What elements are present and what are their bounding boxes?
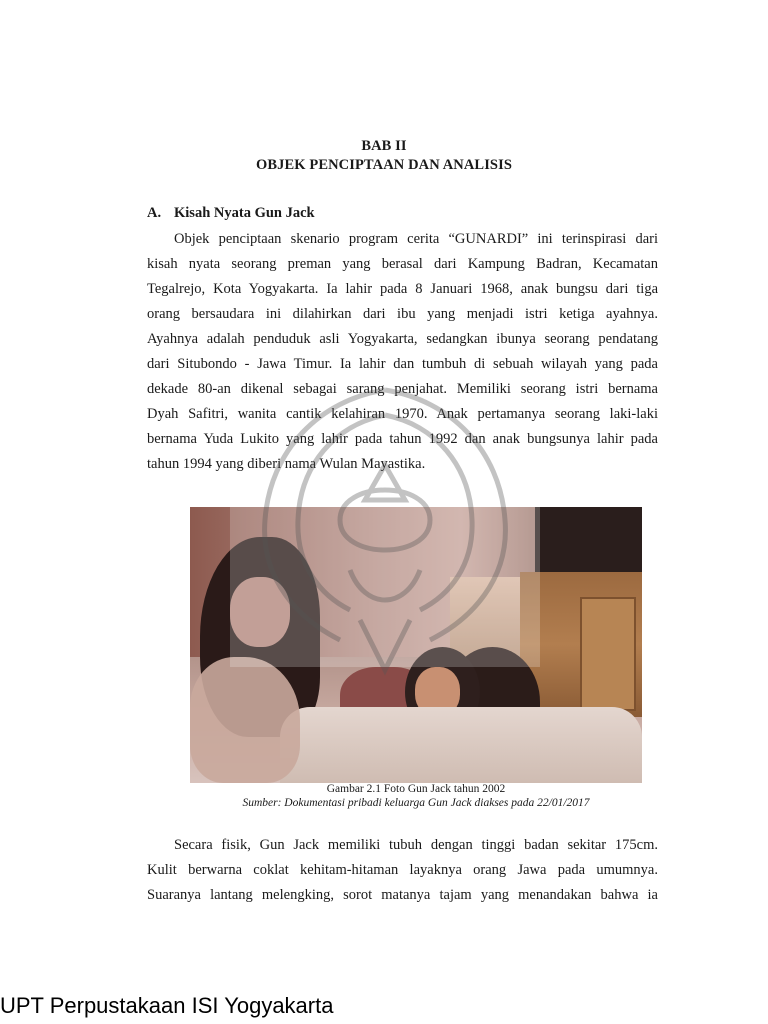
paragraph-line: dari Situbondo - Jawa Timur. Ia lahir dan tumbuh di sebuah wilayah yang pada [147,356,658,372]
institution-watermark-icon [230,370,540,680]
chapter-number: BAB II [361,138,407,154]
paragraph-line: Dyah Safitri, wanita cantik kelahiran 1970. Anak pertamanya seorang laki-laki [147,406,658,422]
figure-source: Sumber: Dokumentasi pribadi keluarga Gun Jack diakses pada 22/01/2017 [242,797,590,809]
paragraph-line: Tegalrejo, Kota Yogyakarta. Ia lahir pada 8 Januari 1968, anak bungsu dari tiga [147,281,658,297]
paragraph-line: orang bersaudara ini dilahirkan dari ibu yang menjadi istri ketiga ayahnya. [147,306,658,322]
section-title: Kisah Nyata Gun Jack [174,205,315,221]
paragraph-line: Suaranya lantang melengking, sorot matanya tajam yang menandakan bahwa ia [147,887,658,903]
paragraph-line: bernama Yuda Lukito yang lahir pada tahun 1992 dan anak bungsunya lahir pada [147,431,658,447]
paragraph-2 [147,833,658,908]
section-heading [147,205,315,222]
paragraph-line: tahun 1994 yang diberi nama Wulan Mayastika. [147,456,426,472]
paragraph-line: dekade 80-an dikenal sebagai sarang penjahat. Memiliki seorang istri bernama [147,381,658,397]
paragraph-line: kisah nyata seorang preman yang berasal dari Kampung Badran, Kecamatan [147,256,658,272]
paragraph-line: Ayahnya adalah penduduk asli Yogyakarta, sedangkan ibunya seorang pendatang [147,331,658,347]
figure-caption: Gambar 2.1 Foto Gun Jack tahun 2002 [326,783,506,795]
paragraph-line: Objek penciptaan skenario program cerita “GUNARDI” ini terinspirasi dari [174,231,658,247]
chapter-title: OBJEK PENCIPTAAN DAN ANALISIS [255,157,513,173]
paragraph-line: Secara fisik, Gun Jack memiliki tubuh dengan tinggi badan sekitar 175cm. [174,837,658,853]
paragraph-line: Kulit berwarna coklat kehitam-hitaman layaknya orang Jawa pada umumnya. [147,862,658,878]
library-footer: UPT Perpustakaan ISI Yogyakarta [0,993,334,1018]
section-number: A. [147,205,162,221]
